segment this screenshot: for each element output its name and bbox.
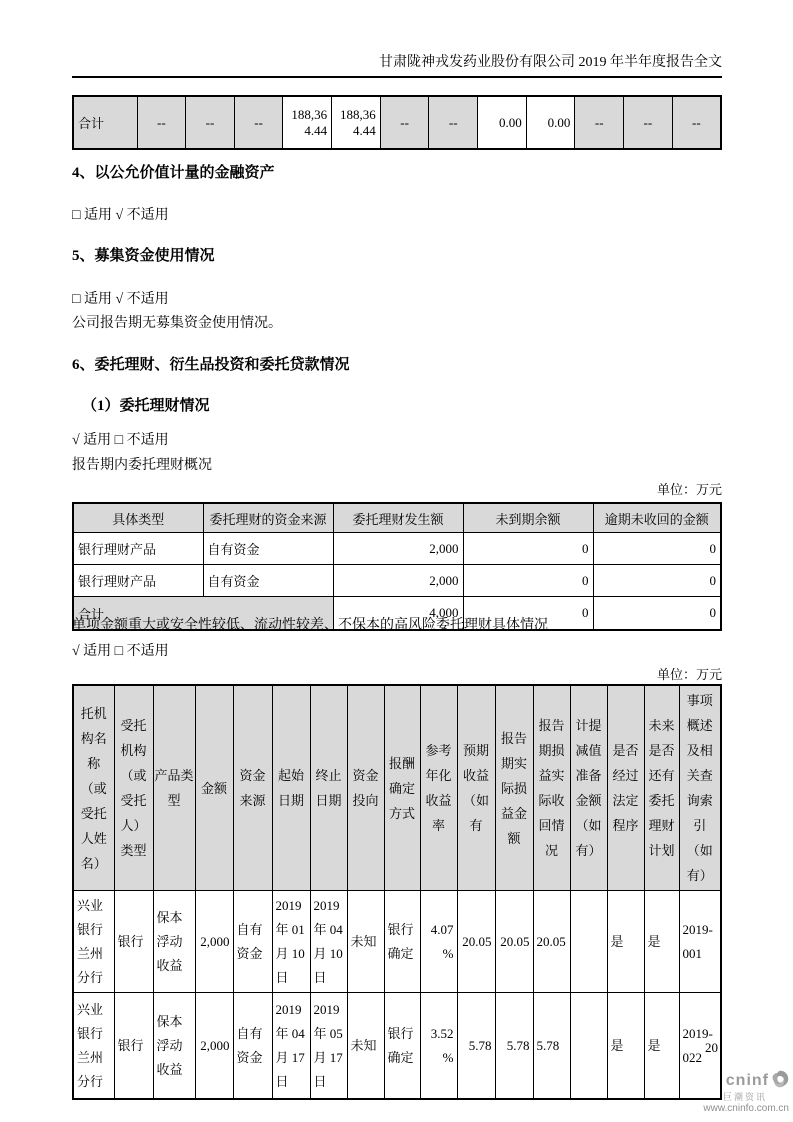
table-cell: 0 <box>593 597 721 631</box>
column-header: 具体类型 <box>73 503 203 533</box>
table-cell: 自有资金 <box>233 993 272 1100</box>
table-cell: 未知 <box>347 993 384 1100</box>
section-4-heading: 4、以公允价值计量的金融资产 <box>72 165 275 181</box>
table-cell: 银行理财产品 <box>73 565 203 597</box>
table-cell: -- <box>575 96 624 149</box>
section-6-1-applicable: √ 适用 □ 不适用 <box>72 433 169 448</box>
table-cell: 银行确定 <box>384 993 420 1100</box>
table-cell: 保本浮动收益 <box>153 993 195 1100</box>
table-row <box>73 533 721 565</box>
table-cell: 是 <box>644 993 679 1100</box>
table-cell: 2,000 <box>333 533 463 565</box>
column-header: 计提减值准备金额（如有） <box>570 685 607 891</box>
total-label-cell: 合计 <box>73 96 137 149</box>
cninfo-brand-text: cninf <box>725 1072 769 1090</box>
column-header: 金额 <box>195 685 233 891</box>
total-label-cell: 合计 <box>73 597 333 631</box>
section-5-applicable: □ 适用 √ 不适用 <box>72 292 169 307</box>
table-cell: 0 <box>593 533 721 565</box>
column-header: 产品类型 <box>153 685 195 891</box>
table-cell: 0 <box>463 565 593 597</box>
table-cell: 5.78 <box>533 993 570 1100</box>
table-cell: 2,000 <box>195 993 233 1100</box>
table-cell: 5.78 <box>495 993 533 1100</box>
table-cell: 银行 <box>114 993 153 1100</box>
column-header: 资金投向 <box>347 685 384 891</box>
high-risk-note: 单项金额重大或安全性较低、流动性较差、不保本的高风险委托理财具体情况 <box>72 618 548 633</box>
table-cell: 2019-001 <box>679 891 721 993</box>
table-cell: 兴业银行兰州分行 <box>73 891 114 993</box>
table-cell: 兴业银行兰州分行 <box>73 993 114 1100</box>
column-header: 委托理财的资金来源 <box>203 503 333 533</box>
column-header: 报酬确定方式 <box>384 685 420 891</box>
column-header: 委托理财发生额 <box>333 503 463 533</box>
table-cell: -- <box>380 96 429 149</box>
section-5-note: 公司报告期无募集资金使用情况。 <box>72 316 282 331</box>
table-cell: 银行 <box>114 891 153 993</box>
table-cell: -- <box>624 96 673 149</box>
cninfo-brand <box>703 1070 789 1093</box>
continuation-table <box>72 95 722 150</box>
table-cell: 0 <box>593 565 721 597</box>
cninfo-brand-chinese: 巨潮资讯 <box>722 1092 767 1103</box>
report-title: 甘肃陇神戎发药业股份有限公司 2019 年半年度报告全文 <box>379 55 722 70</box>
table-cell: 0.00 <box>526 96 575 149</box>
table-cell: 3.52% <box>420 993 457 1100</box>
table-row <box>73 565 721 597</box>
column-header: 受托机构（或受托人）类型 <box>114 685 153 891</box>
table-cell: 2019 年 01 月 10 日 <box>272 891 310 993</box>
table-cell: 银行确定 <box>384 891 420 993</box>
table-cell: 2019 年 04 月 17 日 <box>272 993 310 1100</box>
table-cell: 4,000 <box>333 597 463 631</box>
column-header: 参考年化收益率 <box>420 685 457 891</box>
column-header: 未来是否还有委托理财计划 <box>644 685 679 891</box>
table-cell: 188,364.44 <box>283 96 332 149</box>
column-header: 托机构名称（或受托人姓名） <box>73 685 114 891</box>
table-cell: 0 <box>463 597 593 631</box>
table-cell: 0.00 <box>478 96 527 149</box>
table-cell: 是 <box>644 891 679 993</box>
high-risk-applicable: √ 适用 □ 不适用 <box>72 644 169 659</box>
table-cell: 银行理财产品 <box>73 533 203 565</box>
table-cell: -- <box>137 96 186 149</box>
section-6-1-heading: （1）委托理财情况 <box>82 398 210 414</box>
table-row <box>73 891 721 993</box>
table-cell: 188,364.44 <box>332 96 381 149</box>
table-cell: -- <box>234 96 283 149</box>
table-cell: 2,000 <box>333 565 463 597</box>
cninfo-swirl-icon <box>771 1070 789 1093</box>
column-header: 报告期实际损益金额 <box>495 685 533 891</box>
entrusted-overview-label: 报告期内委托理财概况 <box>72 458 212 473</box>
column-header: 逾期未收回的金额 <box>593 503 721 533</box>
table-cell: 保本浮动收益 <box>153 891 195 993</box>
table-cell: 20.05 <box>495 891 533 993</box>
column-header: 终止日期 <box>310 685 347 891</box>
section-4-applicable: □ 适用 √ 不适用 <box>72 208 169 223</box>
table-cell: 2019 年 05 月 17 日 <box>310 993 347 1100</box>
table-cell: 2,000 <box>195 891 233 993</box>
table-cell: 4.07% <box>420 891 457 993</box>
page-number: 20 <box>705 1040 718 1055</box>
table-header-row <box>73 685 721 891</box>
entrusted-detail-table <box>72 684 722 1100</box>
column-header: 事项概述及相关查询索引（如有） <box>679 685 721 891</box>
unit-label: 单位：万元 <box>656 482 722 497</box>
column-header: 是否经过法定程序 <box>607 685 644 891</box>
table-cell: -- <box>429 96 478 149</box>
page-header <box>72 0 722 78</box>
table-cell: 自有资金 <box>203 565 333 597</box>
cninfo-logo <box>703 1070 789 1114</box>
table-cell: 未知 <box>347 891 384 993</box>
table-cell: 2019-022 <box>679 993 721 1100</box>
table-cell: 是 <box>607 891 644 993</box>
column-header: 起始日期 <box>272 685 310 891</box>
table-cell: 20.05 <box>533 891 570 993</box>
table-cell: -- <box>186 96 235 149</box>
table-cell: 5.78 <box>457 993 495 1100</box>
table-cell: 自有资金 <box>233 891 272 993</box>
column-header: 资金来源 <box>233 685 272 891</box>
column-header: 预期收益（如有 <box>457 685 495 891</box>
table-cell <box>570 891 607 993</box>
column-header: 未到期余额 <box>463 503 593 533</box>
table-cell: 自有资金 <box>203 533 333 565</box>
section-5-heading: 5、募集资金使用情况 <box>72 248 215 264</box>
column-header: 报告期损益实际收回情况 <box>533 685 570 891</box>
section-6-heading: 6、委托理财、衍生品投资和委托贷款情况 <box>72 357 350 373</box>
table-cell: 是 <box>607 993 644 1100</box>
table-cell: 2019 年 04 月 10 日 <box>310 891 347 993</box>
table-cell: -- <box>672 96 721 149</box>
entrusted-summary-table <box>72 502 722 631</box>
table-header-row <box>73 503 721 533</box>
cninfo-url: www.cninfo.com.cn <box>703 1102 789 1114</box>
table-cell: 0 <box>463 533 593 565</box>
unit-label: 单位：万元 <box>656 667 722 682</box>
table-row <box>73 96 721 149</box>
table-cell: 20.05 <box>457 891 495 993</box>
